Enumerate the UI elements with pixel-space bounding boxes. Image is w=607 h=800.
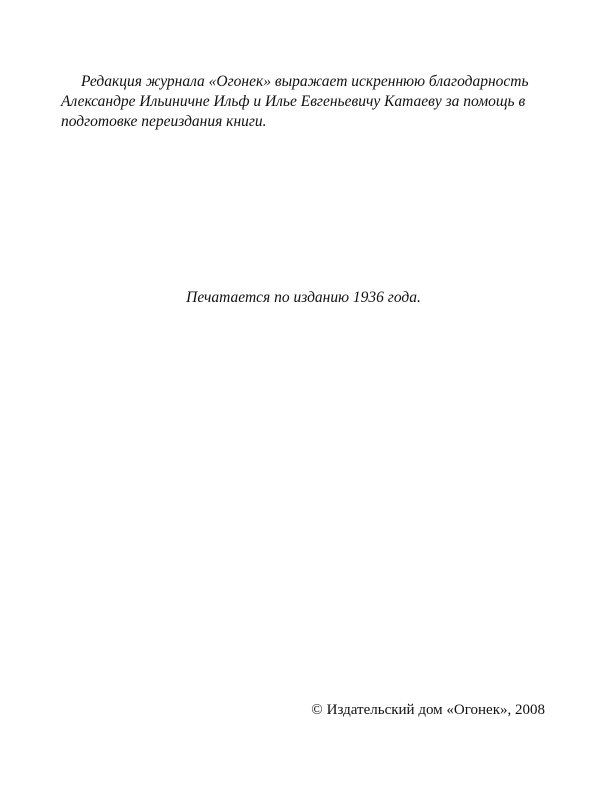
copyright-symbol: © [311,702,323,718]
acknowledgement-line: подготовке переиздания книги. [61,113,267,130]
acknowledgement-paragraph [61,72,559,132]
copyright-notice [311,700,545,720]
edition-note: Печатается по изданию 1936 года. [186,289,421,306]
acknowledgement-line: Александре Ильиничне Ильф и Илье Евгеньевичу Катаеву за помощь в [61,93,526,110]
acknowledgement-line: Редакция журнала «Огонек» выражает искреннюю благодарность [81,73,529,90]
copyright-text: Издательский дом «Огонек», 2008 [326,702,545,718]
